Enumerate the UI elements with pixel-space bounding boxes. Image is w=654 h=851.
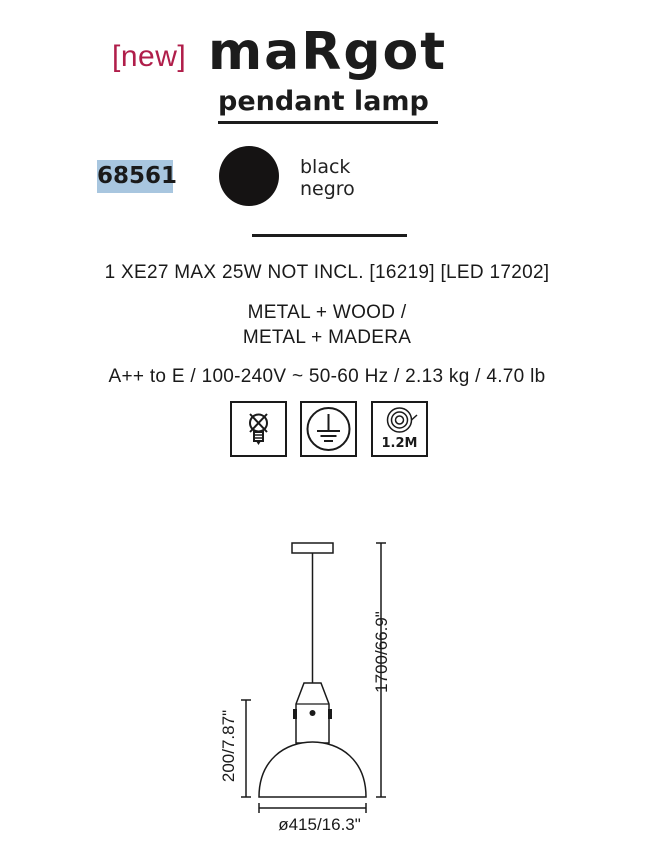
material-spanish: METAL + MADERA [242,327,412,348]
new-tag: [new] [112,40,187,73]
diameter-label: ø415/16.3" [278,815,361,834]
holder-screw-right [328,709,332,719]
ceiling-canopy [292,543,333,553]
shade-height-label: 200/7.87" [219,709,238,783]
electrical-spec: A++ to E / 100-240V ~ 50-60 Hz / 2.13 kg / 4.70 lb [108,366,546,387]
product-title: maRgot [208,22,448,82]
product-subtitle: pendant lamp [218,86,429,117]
cable-length-label: 1.2M [381,436,418,451]
holder-bolt [310,710,316,716]
product-code: 68561 [97,160,173,193]
material-english: METAL + WOOD / [247,302,407,323]
holder-screw-left [293,709,297,719]
color-name-english: black [300,156,351,178]
bulb-spec: 1 XE27 MAX 25W NOT INCL. [16219] [LED 17202] [104,262,550,283]
total-height-label: 1700/66.9" [372,611,391,693]
color-name-spanish: negro [300,178,355,200]
dome-shade [259,742,366,797]
